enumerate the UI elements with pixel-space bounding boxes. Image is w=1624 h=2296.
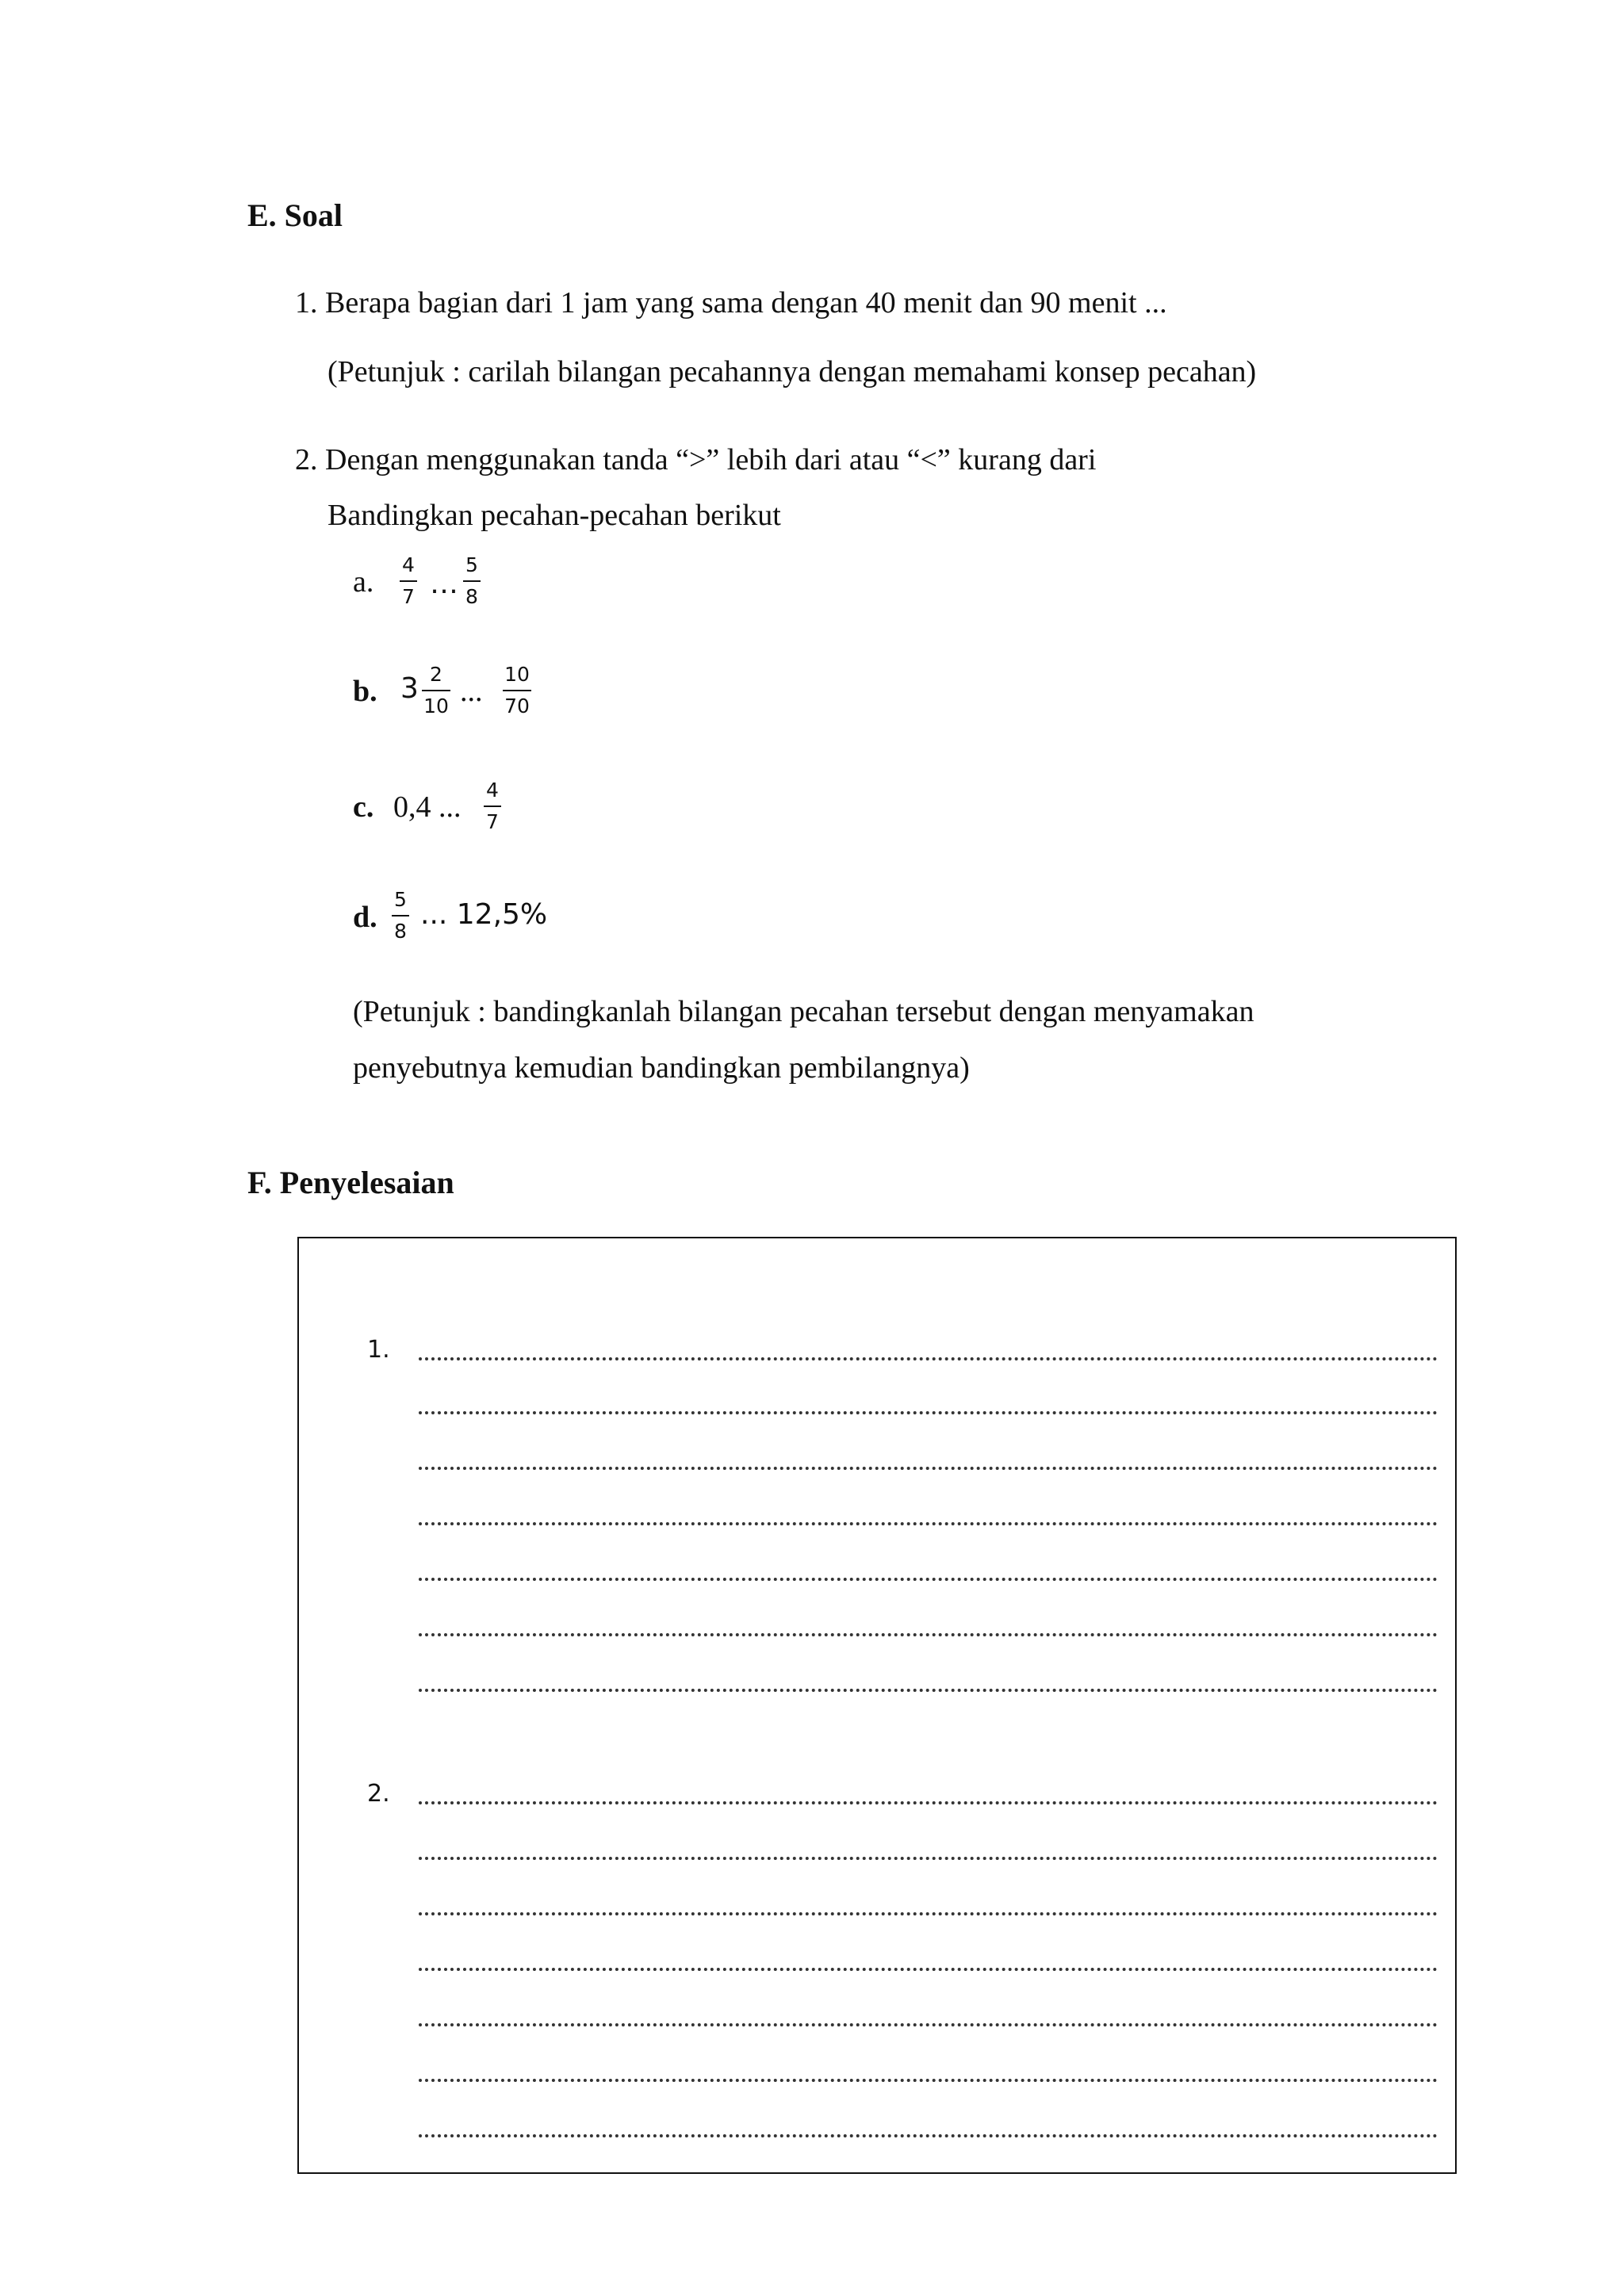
- question-2-hint-line-1: (Petunjuk : bandingkanlah bilangan pecahan tersebut dengan menyamakan: [353, 995, 1254, 1028]
- question-2-subtext: Bandingkan pecahan-pecahan berikut: [327, 499, 781, 532]
- answer-line[interactable]: [419, 1912, 1438, 1915]
- section-e-title: E. Soal: [247, 197, 343, 233]
- answer-number-2: 2.: [367, 1780, 390, 1808]
- fraction-10-70: 10 70: [503, 663, 531, 718]
- item-label: b.: [353, 675, 377, 708]
- answer-line[interactable]: [419, 1801, 1438, 1804]
- question-2-hint-line-2: penyebutnya kemudian bandingkan pembilangnya): [353, 1051, 970, 1085]
- answer-line[interactable]: [419, 1578, 1438, 1581]
- answer-line[interactable]: [419, 1411, 1438, 1414]
- comparison-operator: …: [430, 568, 458, 600]
- fraction-5-8: 5 8: [392, 888, 409, 943]
- answer-box: [297, 1237, 1457, 2174]
- section-f-title: F. Penyelesaian: [247, 1165, 454, 1200]
- fraction-4-7: 4 7: [400, 553, 417, 609]
- fraction-4-7: 4 7: [484, 779, 501, 834]
- answer-line[interactable]: [419, 1689, 1438, 1692]
- answer-line[interactable]: [419, 1633, 1438, 1636]
- answer-line[interactable]: [419, 2079, 1438, 2082]
- question-1-hint: (Petunjuk : carilah bilangan pecahannya dengan memahami konsep pecahan): [327, 355, 1257, 388]
- answer-line[interactable]: [419, 1968, 1438, 1971]
- answer-line[interactable]: [419, 1857, 1438, 1860]
- answer-line[interactable]: [419, 1467, 1438, 1470]
- question-2-text: 2. Dengan menggunakan tanda “>” lebih dari atau “<” kurang dari: [295, 443, 1097, 476]
- item-label: a.: [353, 565, 374, 599]
- fraction-5-8: 5 8: [463, 553, 481, 609]
- mixed-number-whole: 3: [400, 672, 419, 705]
- answer-line[interactable]: [419, 1357, 1438, 1360]
- answer-line[interactable]: [419, 2134, 1438, 2137]
- answer-line[interactable]: [419, 2023, 1438, 2026]
- question-1-text: 1. Berapa bagian dari 1 jam yang sama dengan 40 menit dan 90 menit ...: [295, 286, 1167, 320]
- answer-line[interactable]: [419, 1522, 1438, 1525]
- fraction-2-10: 2 10: [422, 663, 450, 718]
- percent-value: ... 12,5%: [420, 898, 548, 931]
- item-label: d.: [353, 901, 377, 934]
- decimal-value: 0,4 ...: [393, 790, 462, 824]
- item-label: c.: [353, 790, 374, 824]
- answer-number-1: 1.: [367, 1336, 390, 1364]
- comparison-operator: ...: [460, 675, 483, 708]
